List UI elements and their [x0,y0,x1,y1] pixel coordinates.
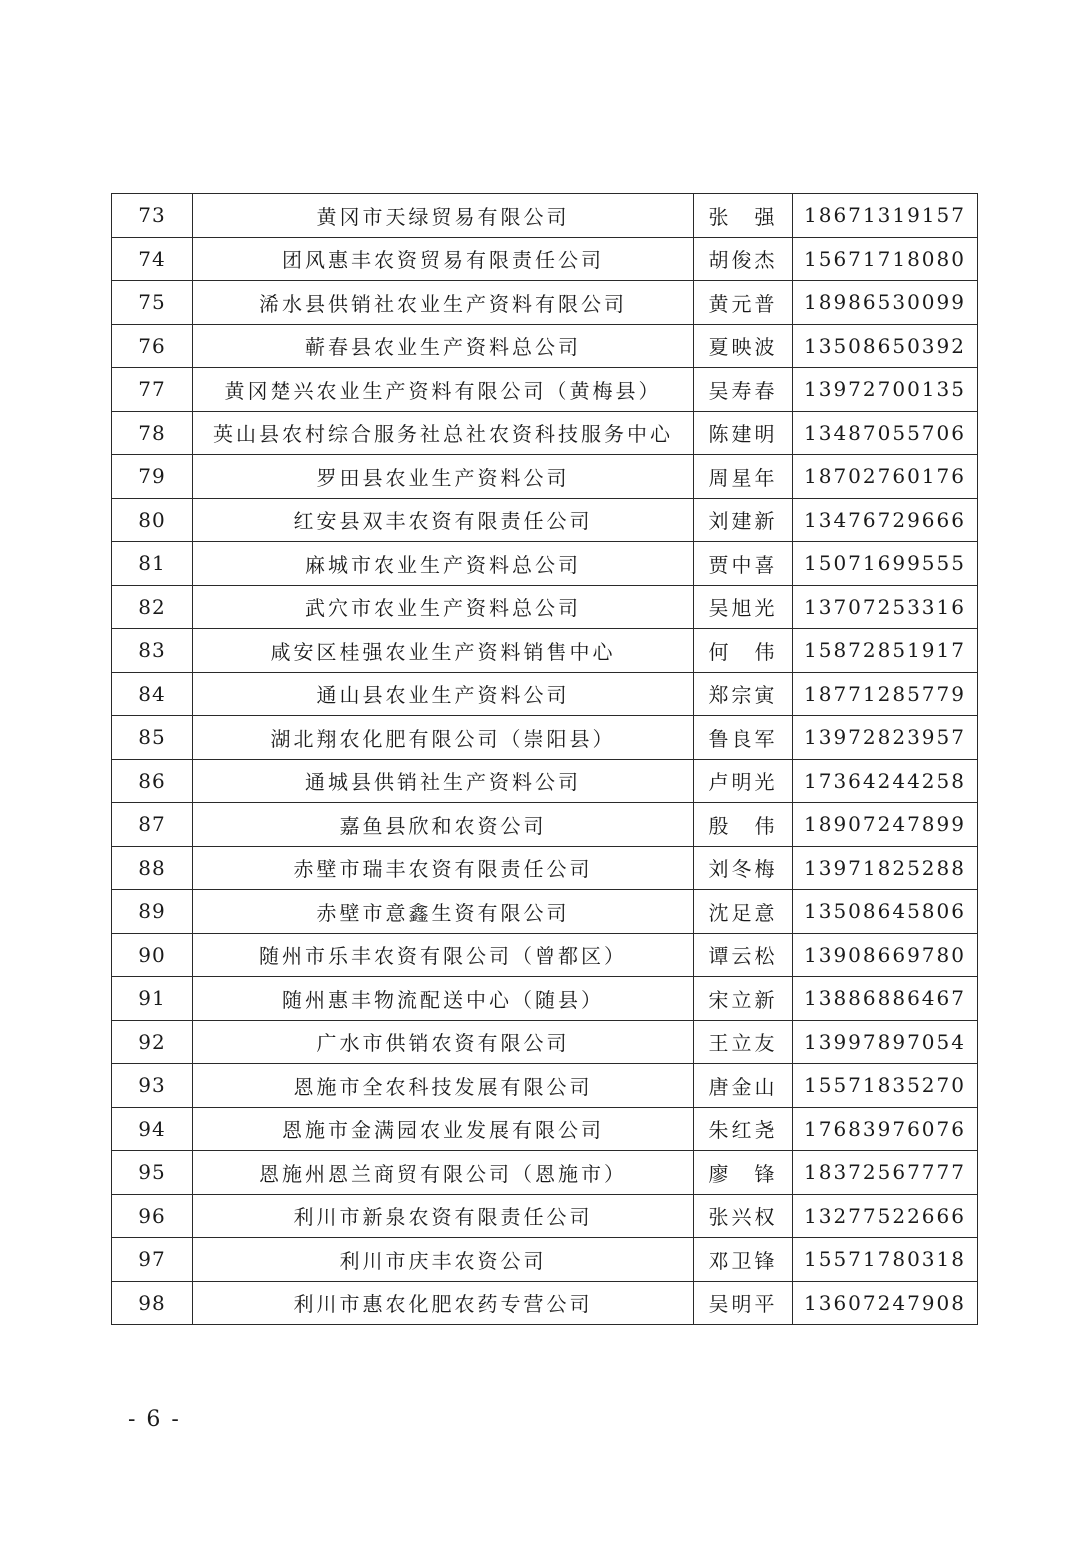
row-number: 73 [112,194,193,238]
phone-number: 18671319157 [793,194,978,238]
row-number: 87 [112,803,193,847]
table-row [112,1151,978,1195]
organization-name: 赤壁市意鑫生资有限公司 [193,890,694,934]
phone-number: 13997897054 [793,1020,978,1064]
phone-number: 18702760176 [793,455,978,499]
organization-name: 恩施州恩兰商贸有限公司（恩施市） [193,1151,694,1195]
row-number: 75 [112,281,193,325]
contact-person: 朱红尧 [694,1107,793,1151]
contact-person: 张 强 [694,194,793,238]
organization-name: 随州市乐丰农资有限公司（曾都区） [193,933,694,977]
organization-name: 罗田县农业生产资料公司 [193,455,694,499]
phone-number: 13971825288 [793,846,978,890]
row-number: 90 [112,933,193,977]
organization-name: 赤壁市瑞丰农资有限责任公司 [193,846,694,890]
phone-number: 13972700135 [793,368,978,412]
contact-person: 廖 锋 [694,1151,793,1195]
table-row [112,1194,978,1238]
row-number: 79 [112,455,193,499]
phone-number: 17364244258 [793,759,978,803]
table-row [112,194,978,238]
row-number: 95 [112,1151,193,1195]
phone-number: 13972823957 [793,716,978,760]
row-number: 84 [112,672,193,716]
contact-person: 唐金山 [694,1064,793,1108]
contact-person: 卢明光 [694,759,793,803]
row-number: 76 [112,324,193,368]
row-number: 91 [112,977,193,1021]
organization-name: 红安县双丰农资有限责任公司 [193,498,694,542]
row-number: 74 [112,237,193,281]
table-row [112,672,978,716]
table-row [112,1107,978,1151]
contact-person: 吴旭光 [694,585,793,629]
organization-name: 武穴市农业生产资料总公司 [193,585,694,629]
contact-person: 刘冬梅 [694,846,793,890]
row-number: 78 [112,411,193,455]
row-number: 98 [112,1281,193,1325]
contact-person: 邓卫锋 [694,1238,793,1282]
organization-name: 广水市供销农资有限公司 [193,1020,694,1064]
row-number: 80 [112,498,193,542]
contact-person: 周星年 [694,455,793,499]
table-row [112,1064,978,1108]
organization-name: 湖北翔农化肥有限公司（崇阳县） [193,716,694,760]
organization-name: 恩施市金满园农业发展有限公司 [193,1107,694,1151]
table-row [112,759,978,803]
organization-name: 通山县农业生产资料公司 [193,672,694,716]
row-number: 83 [112,629,193,673]
phone-number: 13277522666 [793,1194,978,1238]
contact-person: 鲁良军 [694,716,793,760]
phone-number: 15571835270 [793,1064,978,1108]
phone-number: 18372567777 [793,1151,978,1195]
table-row [112,1020,978,1064]
table-row [112,542,978,586]
contact-person: 黄元普 [694,281,793,325]
row-number: 77 [112,368,193,412]
phone-number: 13707253316 [793,585,978,629]
organization-name: 麻城市农业生产资料总公司 [193,542,694,586]
table-row [112,977,978,1021]
organization-name: 恩施市全农科技发展有限公司 [193,1064,694,1108]
row-number: 96 [112,1194,193,1238]
table-row [112,498,978,542]
table-row [112,803,978,847]
phone-number: 13487055706 [793,411,978,455]
organization-name: 黄冈市天绿贸易有限公司 [193,194,694,238]
contact-person: 宋立新 [694,977,793,1021]
contact-person: 殷 伟 [694,803,793,847]
contact-person: 张兴权 [694,1194,793,1238]
contact-person: 谭云松 [694,933,793,977]
organization-name: 咸安区桂强农业生产资料销售中心 [193,629,694,673]
contact-person: 刘建新 [694,498,793,542]
table-row [112,237,978,281]
contact-person: 吴明平 [694,1281,793,1325]
phone-number: 13508645806 [793,890,978,934]
organization-name: 浠水县供销社农业生产资料有限公司 [193,281,694,325]
organization-name: 黄冈楚兴农业生产资料有限公司（黄梅县） [193,368,694,412]
row-number: 97 [112,1238,193,1282]
phone-number: 15071699555 [793,542,978,586]
phone-number: 18907247899 [793,803,978,847]
contact-person: 陈建明 [694,411,793,455]
table-row [112,281,978,325]
row-number: 88 [112,846,193,890]
phone-number: 13508650392 [793,324,978,368]
phone-number: 15872851917 [793,629,978,673]
contact-person: 何 伟 [694,629,793,673]
row-number: 86 [112,759,193,803]
row-number: 92 [112,1020,193,1064]
row-number: 82 [112,585,193,629]
contact-person: 沈足意 [694,890,793,934]
contact-person: 夏映波 [694,324,793,368]
organization-name: 利川市庆丰农资公司 [193,1238,694,1282]
row-number: 89 [112,890,193,934]
distributor-table [111,193,978,1325]
phone-number: 13886886467 [793,977,978,1021]
phone-number: 13476729666 [793,498,978,542]
row-number: 81 [112,542,193,586]
organization-name: 利川市新泉农资有限责任公司 [193,1194,694,1238]
table-row [112,455,978,499]
contact-person: 郑宗寅 [694,672,793,716]
table-row [112,1238,978,1282]
phone-number: 17683976076 [793,1107,978,1151]
phone-number: 13908669780 [793,933,978,977]
table-row [112,1281,978,1325]
contact-person: 吴寿春 [694,368,793,412]
row-number: 85 [112,716,193,760]
table-row [112,846,978,890]
table-row [112,716,978,760]
table-row [112,629,978,673]
table-row [112,368,978,412]
organization-name: 利川市惠农化肥农药专营公司 [193,1281,694,1325]
row-number: 93 [112,1064,193,1108]
contact-person: 王立友 [694,1020,793,1064]
organization-name: 蕲春县农业生产资料总公司 [193,324,694,368]
organization-name: 通城县供销社生产资料公司 [193,759,694,803]
table-row [112,933,978,977]
phone-number: 18986530099 [793,281,978,325]
phone-number: 18771285779 [793,672,978,716]
table-row [112,890,978,934]
table-row [112,411,978,455]
organization-name: 团风惠丰农资贸易有限责任公司 [193,237,694,281]
organization-name: 随州惠丰物流配送中心（随县） [193,977,694,1021]
table-row [112,324,978,368]
phone-number: 15571780318 [793,1238,978,1282]
contact-person: 胡俊杰 [694,237,793,281]
phone-number: 13607247908 [793,1281,978,1325]
page-number: - 6 - [128,1407,181,1432]
table-body [112,194,978,1325]
organization-name: 英山县农村综合服务社总社农资科技服务中心 [193,411,694,455]
row-number: 94 [112,1107,193,1151]
phone-number: 15671718080 [793,237,978,281]
table-row [112,585,978,629]
contact-person: 贾中喜 [694,542,793,586]
organization-name: 嘉鱼县欣和农资公司 [193,803,694,847]
